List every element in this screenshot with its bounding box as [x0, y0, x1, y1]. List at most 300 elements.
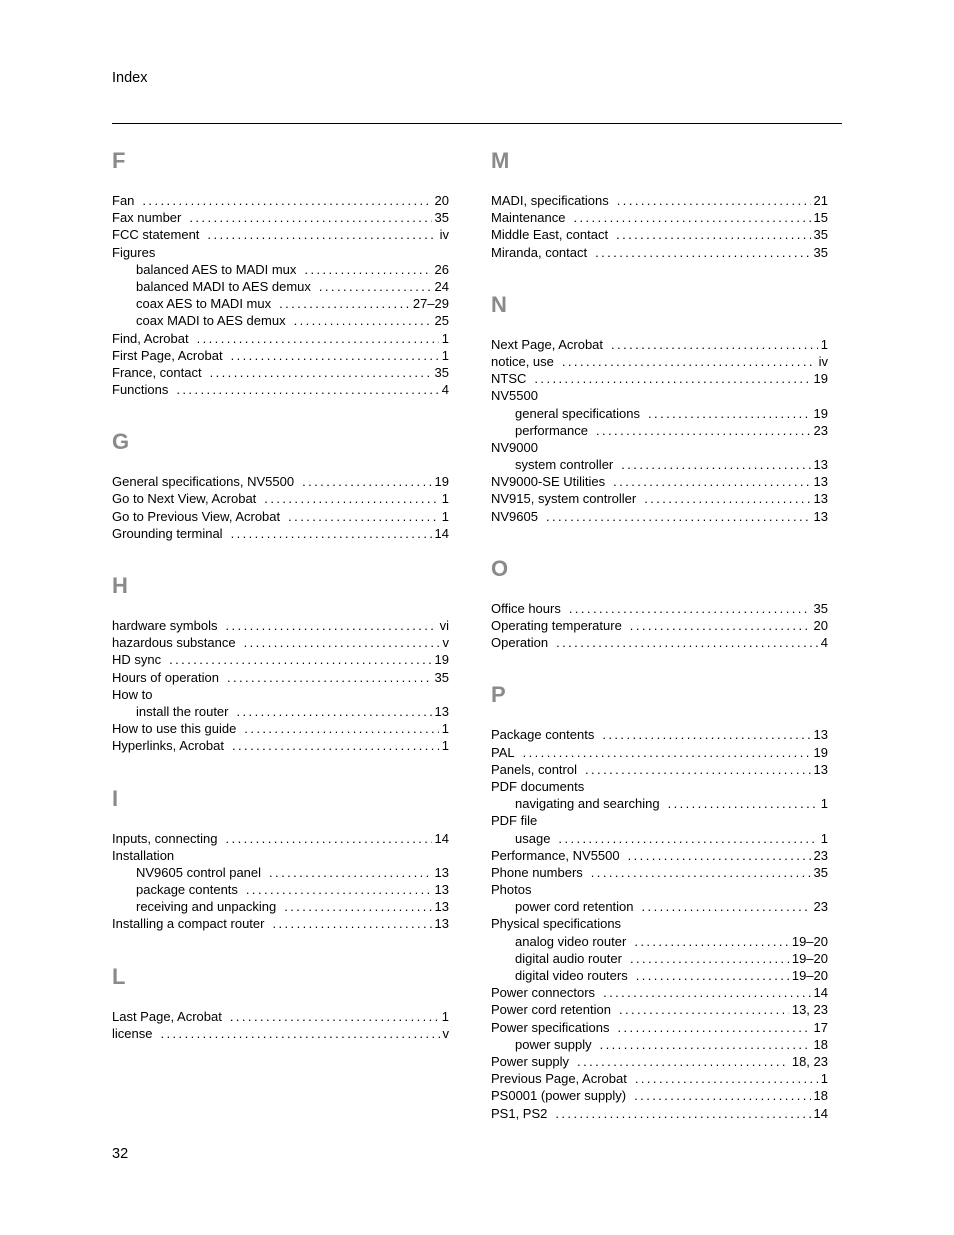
- entry-term: Inputs, connecting: [112, 830, 218, 846]
- entry-term: Operation: [491, 635, 549, 651]
- section-gap: [112, 398, 449, 421]
- section-letter: N: [491, 291, 507, 317]
- dot-leader: [264, 490, 438, 507]
- entry-term: PS0001 (power supply): [491, 1088, 627, 1104]
- entry-page-ref[interactable]: 19–20: [791, 950, 828, 966]
- dot-leader: [618, 1019, 811, 1036]
- entry-term: balanced MADI to AES demux: [136, 278, 311, 294]
- index-section: [491, 678, 828, 1121]
- dot-leader: [272, 915, 431, 932]
- entry-page-ref[interactable]: 35: [434, 669, 449, 685]
- entry-page-ref[interactable]: 14: [434, 830, 449, 846]
- entry-term: Phone numbers: [491, 864, 583, 880]
- entry-page-ref[interactable]: 13: [434, 864, 449, 880]
- index-entry[interactable]: [112, 720, 449, 737]
- entry-page-ref[interactable]: 23: [813, 847, 828, 863]
- entry-page-ref[interactable]: 19: [434, 652, 449, 668]
- section-letter: H: [112, 573, 128, 598]
- index-entry[interactable]: [491, 508, 828, 525]
- entry-term: Photos: [491, 882, 532, 898]
- index-entry[interactable]: [491, 778, 828, 795]
- index-subentry[interactable]: [112, 881, 449, 898]
- entry-term: NV915, system controller: [491, 491, 637, 507]
- entry-page-ref[interactable]: 13: [813, 727, 828, 743]
- entry-term: Miranda, contact: [491, 244, 588, 260]
- section-letter: G: [112, 429, 130, 455]
- dot-leader: [279, 295, 410, 312]
- dot-leader: [611, 336, 818, 353]
- entry-page-ref[interactable]: 13: [813, 491, 828, 507]
- dot-leader: [635, 1070, 818, 1087]
- dot-leader: [210, 364, 432, 381]
- entry-page-ref[interactable]: iv: [818, 353, 828, 369]
- index-entry[interactable]: [112, 525, 449, 542]
- index-entry[interactable]: [112, 347, 449, 364]
- entry-term: Power connectors: [491, 985, 596, 1001]
- section-gap: [112, 933, 449, 956]
- index-entry[interactable]: [112, 915, 449, 932]
- entry-page-ref[interactable]: 13: [813, 508, 828, 524]
- entry-page-ref[interactable]: 1: [441, 491, 449, 507]
- dot-leader: [603, 984, 810, 1001]
- dot-leader: [230, 1008, 439, 1025]
- index-entry[interactable]: [491, 490, 828, 507]
- dot-leader: [189, 209, 431, 226]
- entry-page-ref[interactable]: 18: [813, 1088, 828, 1104]
- entry-page-ref[interactable]: 35: [813, 864, 828, 880]
- index-entry[interactable]: [112, 226, 449, 243]
- entry-page-ref[interactable]: v: [442, 635, 449, 651]
- dot-leader: [546, 508, 811, 525]
- entry-page-ref[interactable]: 21: [813, 193, 828, 208]
- entry-term: NV9605 control panel: [136, 864, 262, 880]
- entry-page-ref[interactable]: 19: [813, 371, 828, 387]
- dot-leader: [630, 950, 789, 967]
- section-letter: L: [112, 963, 126, 989]
- index-section: [112, 569, 449, 755]
- entry-term: Hours of operation: [112, 669, 219, 685]
- index-entry[interactable]: [491, 847, 828, 864]
- entry-term: balanced AES to MADI mux: [136, 261, 297, 277]
- entry-term: hardware symbols: [112, 618, 218, 633]
- index-entry[interactable]: [491, 1001, 828, 1018]
- index-entry[interactable]: [112, 1008, 449, 1025]
- dot-leader: [302, 473, 431, 490]
- section-gap: [112, 542, 449, 565]
- index-subentry[interactable]: [112, 703, 449, 720]
- dot-leader: [304, 261, 431, 278]
- dot-leader: [269, 864, 432, 881]
- index-entry[interactable]: [112, 364, 449, 381]
- dot-leader: [555, 1105, 810, 1122]
- entry-term: PS1, PS2: [491, 1105, 548, 1121]
- dot-leader: [562, 353, 816, 370]
- entry-page-ref[interactable]: 18, 23: [791, 1053, 828, 1069]
- index-entry[interactable]: [112, 490, 449, 507]
- entry-page-ref[interactable]: 1: [441, 508, 449, 524]
- entry-term: Performance, NV5500: [491, 847, 620, 863]
- index-section: [112, 782, 449, 933]
- entry-page-ref[interactable]: 35: [813, 600, 828, 616]
- entry-term: receiving and unpacking: [136, 899, 277, 915]
- dot-leader: [294, 312, 432, 329]
- section-letter: P: [491, 682, 506, 708]
- index-entry[interactable]: [491, 864, 828, 881]
- dot-leader: [227, 669, 432, 686]
- entry-page-ref[interactable]: 4: [441, 382, 449, 398]
- index-entry[interactable]: [491, 1087, 828, 1104]
- index-section: [112, 144, 449, 398]
- index-entry[interactable]: [112, 381, 449, 398]
- dot-leader: [648, 405, 811, 422]
- index-entry[interactable]: [491, 226, 828, 243]
- index-entry[interactable]: [491, 336, 828, 353]
- entry-page-ref[interactable]: 20: [434, 193, 449, 208]
- index-subentry[interactable]: [491, 456, 828, 473]
- entry-page-ref[interactable]: 1: [820, 830, 828, 846]
- entry-term: Installing a compact router: [112, 916, 265, 932]
- entry-page-ref[interactable]: 13: [434, 899, 449, 915]
- index-subentry[interactable]: [491, 795, 828, 812]
- entry-page-ref[interactable]: 19: [434, 474, 449, 490]
- entry-term: NV9000: [491, 439, 538, 455]
- entry-term: MADI, specifications: [491, 193, 609, 208]
- dot-leader: [617, 192, 811, 209]
- index-entry[interactable]: [112, 686, 449, 703]
- index-entry[interactable]: [112, 192, 449, 209]
- entry-page-ref[interactable]: 14: [434, 525, 449, 541]
- index-entry[interactable]: [491, 881, 828, 898]
- entry-term: Maintenance: [491, 210, 566, 226]
- dot-leader: [596, 422, 811, 439]
- dot-leader: [237, 703, 432, 720]
- index-column-left: [112, 140, 449, 1042]
- entry-term: coax AES to MADI mux: [136, 296, 272, 312]
- dot-leader: [231, 347, 439, 364]
- entry-page-ref[interactable]: 1: [820, 796, 828, 812]
- entry-page-ref[interactable]: 14: [813, 1105, 828, 1121]
- dot-leader: [142, 192, 431, 209]
- entry-term: install the router: [136, 703, 229, 719]
- entry-term: Previous Page, Acrobat: [491, 1071, 627, 1087]
- section-gap: [491, 651, 828, 674]
- entry-term: Package contents: [491, 727, 595, 743]
- index-entry[interactable]: [112, 651, 449, 668]
- index-subentry[interactable]: [491, 405, 828, 422]
- entry-term: Operating temperature: [491, 618, 622, 633]
- entry-page-ref[interactable]: 27–29: [412, 296, 449, 312]
- entry-term: Go to Previous View, Acrobat: [112, 508, 281, 524]
- dot-leader: [176, 381, 438, 398]
- entry-page-ref[interactable]: 23: [813, 899, 828, 915]
- dot-leader: [585, 761, 811, 778]
- index-entry[interactable]: [491, 1070, 828, 1087]
- entry-page-ref[interactable]: 35: [434, 364, 449, 380]
- section-letter: O: [491, 555, 509, 581]
- entry-page-ref[interactable]: 13: [813, 761, 828, 777]
- index-subentry[interactable]: [491, 898, 828, 915]
- entry-page-ref[interactable]: 13, 23: [791, 1002, 828, 1018]
- entry-page-ref[interactable]: 1: [441, 721, 449, 737]
- dot-leader: [628, 847, 811, 864]
- index-section: [491, 144, 828, 261]
- entry-page-ref[interactable]: 26: [434, 261, 449, 277]
- index-entry[interactable]: [491, 439, 828, 456]
- entry-term: PDF file: [491, 813, 538, 829]
- index-entry[interactable]: [112, 634, 449, 651]
- index-entry[interactable]: [112, 847, 449, 864]
- index-section: [112, 960, 449, 1042]
- dot-leader: [595, 244, 810, 261]
- entry-term: How to: [112, 686, 153, 702]
- entry-page-ref[interactable]: 14: [813, 985, 828, 1001]
- section-gap: [112, 755, 449, 778]
- index-entry[interactable]: [491, 915, 828, 932]
- entry-page-ref[interactable]: 1: [441, 330, 449, 346]
- entry-term: system controller: [515, 457, 614, 473]
- index-subentry[interactable]: [491, 933, 828, 950]
- dot-leader: [558, 830, 817, 847]
- dot-leader: [634, 933, 789, 950]
- page-header-title: Index: [112, 70, 148, 86]
- entry-term: Hyperlinks, Acrobat: [112, 738, 224, 754]
- entry-term: usage: [515, 830, 551, 846]
- entry-term: notice, use: [491, 353, 554, 369]
- entry-page-ref[interactable]: 35: [813, 244, 828, 260]
- entry-page-ref[interactable]: vi: [439, 618, 449, 633]
- entry-page-ref[interactable]: 1: [441, 347, 449, 363]
- entry-page-ref[interactable]: 19: [813, 744, 828, 760]
- entry-term: Installation: [112, 847, 175, 863]
- index-entry[interactable]: [112, 669, 449, 686]
- index-entry[interactable]: [491, 1053, 828, 1070]
- entry-term: digital audio router: [515, 950, 622, 966]
- entry-term: Fan: [112, 193, 135, 208]
- dot-leader: [246, 881, 432, 898]
- index-entry[interactable]: [491, 244, 828, 261]
- entry-page-ref[interactable]: 13: [434, 916, 449, 932]
- entry-page-ref[interactable]: 13: [434, 703, 449, 719]
- entry-term: Grounding terminal: [112, 525, 223, 541]
- entry-term: power supply: [515, 1036, 592, 1052]
- index-subentry[interactable]: [112, 295, 449, 312]
- section-gap: [491, 261, 828, 284]
- dot-leader: [232, 737, 439, 754]
- index-entry[interactable]: [112, 209, 449, 226]
- entry-page-ref[interactable]: 1: [820, 1071, 828, 1087]
- entry-term: PAL: [491, 744, 515, 760]
- index-subentry[interactable]: [112, 312, 449, 329]
- entry-page-ref[interactable]: 1: [820, 336, 828, 352]
- dot-leader: [577, 1053, 789, 1070]
- entry-term: Middle East, contact: [491, 227, 609, 243]
- entry-term: digital video routers: [515, 968, 628, 983]
- entry-term: Next Page, Acrobat: [491, 336, 604, 352]
- dot-leader: [621, 456, 810, 473]
- dot-leader: [600, 1036, 811, 1053]
- entry-term: General specifications, NV5500: [112, 474, 295, 490]
- entry-page-ref[interactable]: 19–20: [791, 933, 828, 949]
- dot-leader: [556, 634, 818, 651]
- entry-page-ref[interactable]: 15: [813, 210, 828, 226]
- index-subentry[interactable]: [491, 422, 828, 439]
- dot-leader: [642, 898, 811, 915]
- dot-leader: [644, 490, 810, 507]
- entry-term: PDF documents: [491, 778, 585, 794]
- index-entry[interactable]: [491, 984, 828, 1001]
- index-entry[interactable]: [491, 353, 828, 370]
- index-entry[interactable]: [491, 634, 828, 651]
- index-entry[interactable]: [491, 1019, 828, 1036]
- entry-page-ref[interactable]: v: [442, 1025, 449, 1041]
- section-letter: I: [112, 785, 119, 811]
- entry-page-ref[interactable]: 13: [434, 882, 449, 898]
- index-entry[interactable]: [491, 744, 828, 761]
- dot-leader: [523, 744, 811, 761]
- entry-term: Power specifications: [491, 1019, 610, 1035]
- entry-page-ref[interactable]: 17: [813, 1019, 828, 1035]
- entry-term: package contents: [136, 882, 238, 898]
- dot-leader: [573, 209, 810, 226]
- dot-leader: [591, 864, 811, 881]
- dot-leader: [226, 617, 437, 634]
- index-subentry[interactable]: [491, 1036, 828, 1053]
- dot-leader: [602, 726, 810, 743]
- index-entry[interactable]: [491, 192, 828, 209]
- entry-page-ref[interactable]: 1: [441, 738, 449, 754]
- index-entry[interactable]: [491, 370, 828, 387]
- index-subentry[interactable]: [491, 950, 828, 967]
- index-entry[interactable]: [112, 330, 449, 347]
- entry-page-ref[interactable]: 4: [820, 635, 828, 651]
- dot-leader: [534, 370, 810, 387]
- section-gap: [491, 525, 828, 548]
- index-entry[interactable]: [491, 726, 828, 743]
- entry-term: First Page, Acrobat: [112, 347, 223, 363]
- dot-leader: [616, 226, 810, 243]
- index-subentry[interactable]: [491, 830, 828, 847]
- entry-term: NV9000-SE Utilities: [491, 474, 606, 490]
- dot-leader: [613, 473, 810, 490]
- index-subentry[interactable]: [112, 261, 449, 278]
- entry-term: Office hours: [491, 600, 561, 616]
- entry-term: general specifications: [515, 405, 641, 421]
- entry-term: Power cord retention: [491, 1002, 611, 1018]
- entry-term: license: [112, 1025, 153, 1041]
- entry-term: Last Page, Acrobat: [112, 1008, 222, 1024]
- entry-page-ref[interactable]: 18: [813, 1036, 828, 1052]
- index-subentry[interactable]: [112, 278, 449, 295]
- entry-term: Go to Next View, Acrobat: [112, 491, 257, 507]
- entry-term: Functions: [112, 382, 169, 398]
- dot-leader: [630, 617, 811, 634]
- index-entry[interactable]: [491, 617, 828, 634]
- entry-term: Find, Acrobat: [112, 330, 189, 346]
- entry-term: Panels, control: [491, 761, 577, 777]
- entry-term: NV5500: [491, 388, 538, 404]
- dot-leader: [207, 226, 436, 243]
- dot-leader: [169, 651, 431, 668]
- dot-leader: [319, 278, 432, 295]
- index-entry[interactable]: [491, 1105, 828, 1122]
- entry-term: Figures: [112, 244, 156, 260]
- index-subentry[interactable]: [112, 898, 449, 915]
- dot-leader: [160, 1025, 439, 1042]
- entry-term: France, contact: [112, 364, 202, 380]
- index-entry[interactable]: [112, 617, 449, 634]
- header-rule: [112, 123, 842, 124]
- index-subentry[interactable]: [112, 864, 449, 881]
- entry-term: hazardous substance: [112, 635, 236, 651]
- index-entry[interactable]: [112, 508, 449, 525]
- index-entry[interactable]: [112, 473, 449, 490]
- index-entry[interactable]: [491, 761, 828, 778]
- entry-term: Fax number: [112, 210, 182, 226]
- entry-term: NV9605: [491, 508, 538, 524]
- index-entry[interactable]: [491, 812, 828, 829]
- index-entry[interactable]: [491, 209, 828, 226]
- entry-term: analog video router: [515, 933, 627, 949]
- entry-page-ref[interactable]: 19–20: [791, 968, 828, 983]
- entry-term: coax MADI to AES demux: [136, 313, 286, 329]
- entry-page-ref[interactable]: 13: [813, 457, 828, 473]
- section-letter: F: [112, 148, 126, 173]
- dot-leader: [226, 830, 432, 847]
- entry-page-ref[interactable]: 25: [434, 313, 449, 329]
- dot-leader: [231, 525, 432, 542]
- index-entry[interactable]: [491, 473, 828, 490]
- entry-page-ref[interactable]: 23: [813, 422, 828, 438]
- entry-page-ref[interactable]: 19: [813, 405, 828, 421]
- dot-leader: [636, 967, 789, 984]
- entry-term: performance: [515, 422, 588, 438]
- index-entry[interactable]: [112, 830, 449, 847]
- index-section: [491, 552, 828, 652]
- entry-page-ref[interactable]: 24: [434, 278, 449, 294]
- index-entry[interactable]: [491, 387, 828, 404]
- entry-term: Power supply: [491, 1053, 570, 1069]
- entry-term: Physical specifications: [491, 916, 622, 932]
- dot-leader: [619, 1001, 789, 1018]
- dot-leader: [569, 600, 811, 617]
- page-number: 32: [112, 1146, 129, 1162]
- entry-term: FCC statement: [112, 227, 200, 243]
- dot-leader: [668, 795, 818, 812]
- index-entry[interactable]: [112, 737, 449, 754]
- index-entry[interactable]: [112, 1025, 449, 1042]
- dot-leader: [284, 898, 431, 915]
- dot-leader: [634, 1087, 810, 1104]
- entry-term: How to use this guide: [112, 721, 237, 737]
- index-section: [112, 425, 449, 542]
- entry-page-ref[interactable]: 20: [813, 618, 828, 633]
- entry-page-ref[interactable]: 35: [434, 210, 449, 226]
- index-column-right: [491, 140, 828, 1122]
- dot-leader: [244, 720, 438, 737]
- entry-page-ref[interactable]: 13: [813, 474, 828, 490]
- index-section: [491, 288, 828, 525]
- entry-term: power cord retention: [515, 899, 634, 915]
- section-letter: M: [491, 148, 510, 173]
- index-entry[interactable]: [112, 244, 449, 261]
- entry-page-ref[interactable]: iv: [439, 227, 449, 243]
- dot-leader: [197, 330, 439, 347]
- entry-page-ref[interactable]: 1: [441, 1008, 449, 1024]
- index-subentry[interactable]: [491, 967, 828, 984]
- entry-term: HD sync: [112, 652, 162, 668]
- index-entry[interactable]: [491, 600, 828, 617]
- entry-page-ref[interactable]: 35: [813, 227, 828, 243]
